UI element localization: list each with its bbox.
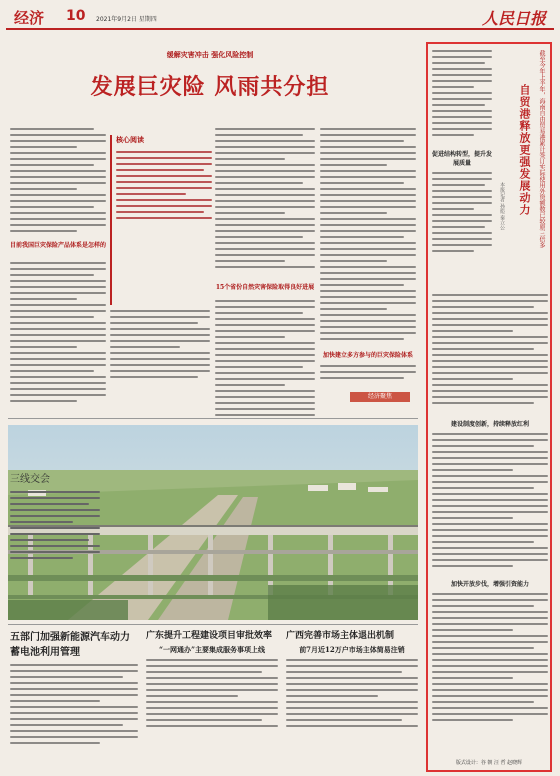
- lead-column-4: [320, 128, 416, 344]
- sidebar-intro-text: [432, 50, 492, 140]
- page-header: [6, 6, 554, 30]
- photo-caption-block: [10, 470, 100, 563]
- core-reading-box: [110, 135, 212, 305]
- lead-column-4b: [320, 365, 416, 383]
- sidebar-head-1: 促进结构转型，提升发展质量: [432, 151, 493, 167]
- lead-column-2: [110, 310, 210, 382]
- lead-column-3: [215, 128, 315, 272]
- lead-column-1b: [10, 262, 106, 406]
- bottom-article-1-title: 五部门加强新能源汽车动力蓄电池利用管理: [10, 632, 130, 658]
- lead-inner-head-1: 目前我国巨灾保险产品体系是怎样的: [10, 242, 107, 249]
- bottom-article-2: [146, 628, 278, 731]
- lead-inner-head-2: 15个省份自然灾害保险取得良好进展: [215, 284, 315, 291]
- sidebar-head-2: 建设制度创新，持续释放红利: [450, 421, 529, 428]
- sidebar-section-2: [432, 414, 548, 571]
- bottom-article-3-subtitle: 前7月近12万户市场主体简易注销: [299, 645, 405, 654]
- page-number: 10: [66, 8, 86, 24]
- sidebar-head-3: 加快开放步伐，增强引资能力: [450, 581, 529, 588]
- divider: [8, 624, 418, 625]
- lead-title: 发展巨灾险 风雨共分担: [90, 74, 330, 100]
- bottom-article-1: [10, 628, 138, 748]
- sidebar-feature: [426, 42, 552, 772]
- bottom-article-3-title: 广西完善市场主体退出机制: [286, 631, 395, 641]
- column-tag-label: 经济聚焦: [367, 393, 392, 400]
- sidebar-title: 自贸港释放更强发展动力: [518, 84, 531, 216]
- bottom-article-2-subtitle: “一网通办”主要集成服务事项上线: [158, 645, 266, 654]
- issue-date: 2021年9月2日 星期四: [96, 16, 157, 23]
- masthead-logo: 人民日报: [481, 9, 546, 28]
- lead-column-3b: [215, 300, 315, 420]
- core-reading-heading: 核心阅读: [116, 135, 144, 144]
- lead-inner-head-3: 加快建立多方参与的巨灾保险体系: [322, 352, 413, 359]
- sidebar-byline: 本报记者 孙彪 秦立公: [499, 182, 505, 231]
- photo-caption-title: 三线交会: [10, 474, 50, 485]
- column-tag: [350, 392, 410, 402]
- sidebar-body-1: [432, 294, 548, 408]
- sidebar-subtitle: 截至今年上半年，海南自由贸易港累计签订实际使用外资额数已较原三倍多: [538, 50, 545, 248]
- sidebar-footer: 版式设计：谷 朝 汪 哲 赵晓辉: [455, 760, 523, 766]
- lead-subtitle: 缓解灾害冲击 强化风险控制: [166, 50, 254, 59]
- section-name: 经济: [14, 9, 45, 27]
- divider: [8, 418, 418, 419]
- sidebar-section-3: [432, 574, 548, 725]
- sidebar-section-1: [432, 144, 492, 256]
- lead-column-1: [10, 128, 106, 236]
- bottom-article-3: [286, 628, 418, 731]
- bottom-article-2-title: 广东提升工程建设项目审批效率: [146, 631, 273, 641]
